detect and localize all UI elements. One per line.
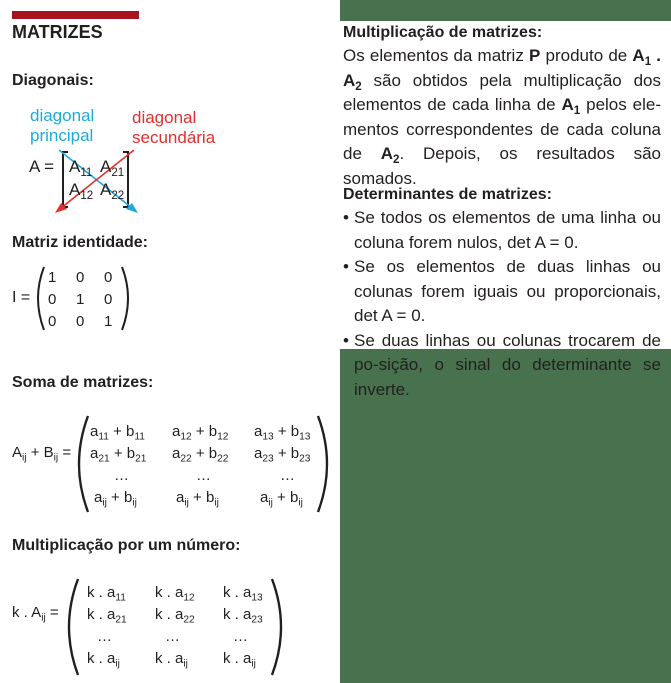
mult-cell: k . $a_{ij}$ bbox=[223, 650, 256, 670]
identity-label: I = bbox=[12, 289, 31, 306]
section-heading-identidade: Matriz identidade: bbox=[12, 234, 149, 251]
mult-cell: k . $a_{12}$ bbox=[155, 584, 195, 604]
mult-cell: k . $a_{21}$ bbox=[87, 606, 127, 626]
soma-cell: $a_{ij} + b_{ij}$ bbox=[176, 489, 219, 509]
soma-lhs: $A_{ij} + B_{ij}$ = bbox=[12, 444, 72, 464]
section-heading-multiplicacao-matrizes: Multiplicação de matrizes: bbox=[343, 24, 543, 41]
section-determinantes bbox=[343, 184, 661, 402]
soma-cell: $a_{11} + b_{11}$ bbox=[90, 423, 145, 443]
soma-cell: $a_{12} + b_{12}$ bbox=[172, 423, 229, 443]
soma-cell: $a_{ij} + b_{ij}$ bbox=[260, 489, 303, 509]
section-heading-determinantes: Determinantes de matrizes: bbox=[343, 186, 552, 203]
soma-cell: $a_{21} + b_{21}$ bbox=[90, 445, 147, 465]
label-diagonal-principal: diagonal principal bbox=[30, 106, 95, 145]
determinante-bullet: • Se duas linhas ou colunas trocarem de po-sição, o sinal do determinante se inverte. bbox=[343, 330, 661, 399]
mult-cell: k . $a_{22}$ bbox=[155, 606, 195, 626]
section-multiplicacao-matrizes bbox=[343, 22, 661, 191]
mult-lhs: k . $A_{ij}$ = bbox=[12, 604, 59, 624]
multiplicacao-matrizes-paragraph: Os elementos da matriz P produto de $A_1$ . $A_2$ são obtidos pela multiplicação dos elementos de cada linha de $A_1$ pelos ele-mentos correspondentes de cada coluna de $A_2$. Depois, os resultados são somados. bbox=[343, 46, 661, 188]
page-title: MATRIZES bbox=[12, 22, 103, 42]
element-a22: $A_{22}$ bbox=[100, 180, 125, 203]
determinante-bullet: • Se os elementos de duas linhas ou colunas forem iguais ou proporcionais, det A = 0. bbox=[343, 257, 661, 325]
element-a12: $A_{12}$ bbox=[69, 180, 94, 203]
mult-cell: k . $a_{ij}$ bbox=[155, 650, 188, 670]
soma-cell: $a_{13} + b_{13}$ bbox=[254, 423, 311, 443]
identity-matrix: 1 0 0 0 1 0 0 0 1 bbox=[48, 269, 113, 330]
green-panel-top bbox=[340, 0, 671, 21]
element-a11: $A_{11}$ bbox=[69, 157, 93, 180]
soma-cell: $a_{ij} + b_{ij}$ bbox=[94, 489, 137, 509]
label-diagonal-secundaria: diagonal secundária bbox=[132, 108, 216, 147]
mult-cell: k . $a_{11}$ bbox=[87, 584, 126, 604]
soma-cell: $a_{23} + b_{23}$ bbox=[254, 445, 311, 465]
mult-matrix: k . $a_{11}$ k . $a_{12}$ k . $a_{13}$ k . $a_{21}$ k . $a_{22}$ k . $a_{23}$ … … … k . $a_{ij}$ k . $a_{ij}$ k . $a_{ij}$ bbox=[87, 582, 283, 670]
matrix-a-label: A = bbox=[29, 157, 55, 176]
section-heading-diagonais: Diagonais: bbox=[12, 72, 94, 89]
mult-cell: k . $a_{ij}$ bbox=[87, 650, 120, 670]
mult-cell: k . $a_{23}$ bbox=[223, 606, 263, 626]
soma-matrix: $a_{11} + b_{11}$ $a_{12} + b_{12}$ $a_{13} + b_{13}$ $a_{21} + b_{21}$ $a_{22} + b_{22}$ $a_{23} + b_{23}$ … … … $a_{ij} + b_{ij}$ $a_{ij} + b_{ij}$ $a_{ij} + b_{ij}$ bbox=[90, 421, 334, 509]
determinante-bullet: • Se todos os elementos de uma linha ou coluna forem nulos, det A = 0. bbox=[343, 208, 661, 252]
section-heading-multiplicacao-numero: Multiplicação por um número: bbox=[12, 537, 241, 554]
element-a21: $A_{21}$ bbox=[100, 157, 125, 180]
soma-cell: $a_{22} + b_{22}$ bbox=[172, 445, 229, 465]
mult-cell: k . $a_{13}$ bbox=[223, 584, 263, 604]
section-heading-soma: Soma de matrizes: bbox=[12, 374, 154, 391]
